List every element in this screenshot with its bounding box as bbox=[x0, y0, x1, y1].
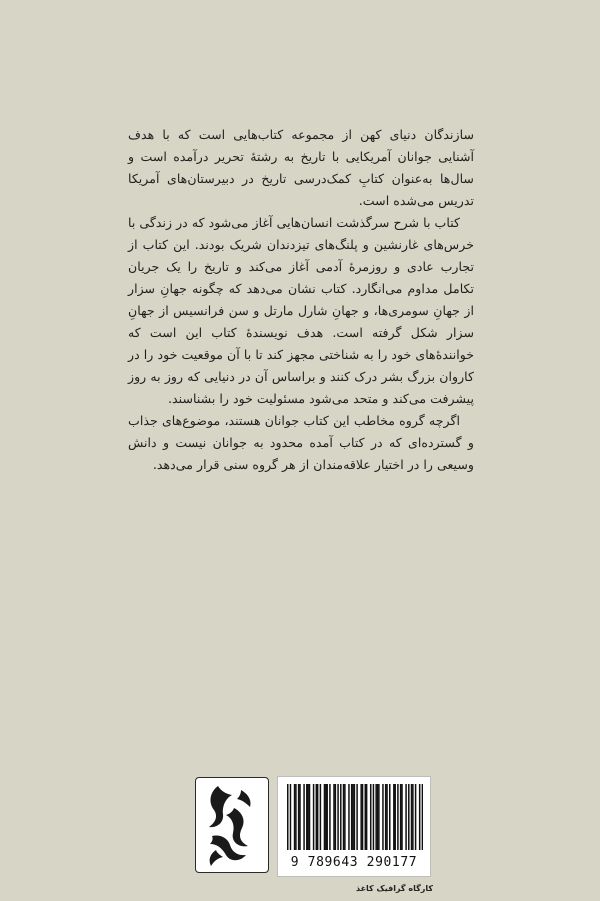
barcode-bar bbox=[362, 784, 364, 850]
barcode-bar bbox=[422, 784, 423, 850]
barcode-bar bbox=[329, 784, 331, 850]
barcode-bar bbox=[294, 784, 296, 850]
barcode-bar bbox=[356, 784, 358, 850]
barcode-bar bbox=[385, 784, 387, 850]
barcode-bar bbox=[375, 784, 377, 850]
barcode-bar bbox=[389, 784, 391, 850]
barcode-bar bbox=[360, 784, 362, 850]
barcode-bar bbox=[351, 784, 353, 850]
barcode-bar bbox=[317, 784, 319, 850]
barcode-bar bbox=[352, 784, 354, 850]
barcode-bar bbox=[394, 784, 396, 850]
barcode-bar bbox=[370, 784, 372, 850]
barcode-bar bbox=[290, 784, 292, 850]
publisher-logo bbox=[195, 777, 269, 873]
barcode-bar bbox=[309, 784, 311, 850]
barcode-bar bbox=[295, 784, 297, 850]
barcode-bar bbox=[316, 784, 318, 850]
barcode-bar bbox=[400, 784, 402, 850]
barcode-bar bbox=[333, 784, 335, 850]
barcode-bar bbox=[397, 784, 399, 850]
barcode-bar bbox=[298, 784, 300, 850]
isbn-number: 9 789643 290177 bbox=[290, 855, 418, 870]
blurb-paragraph-2: کتاب با شرح سرگذشت انسان‌هایی آغاز می‌شود که در زندگی با خرس‌های غارنشین و پلنگ‌های تیزدندان شریک بودند. این کتاب از تجارب عادی و روزمرهٔ آدمی آغاز می‌کند و تاریخ را یک جریان تکامل مداوم می‌انگارد. کتاب نشان می‌دهد که چگونه جهانِ سزار از جهانِ سومری‌ها، و جهانِ شارل مارتل و سن فرانسیس از جهانِ سزار شکل گرفته است. هدف نویسندهٔ کتاب این است که خوانندهٔ‌های خود را به شناختی مجهز کند تا با آن موقعیت خود را در کاروان بزرگ بشر درک کنند و براساس آن در دنیایی که روز به روز پیشرفت می‌کند و متحد می‌شود مسئولیت خود را بشناسند. bbox=[128, 215, 474, 406]
barcode-bar bbox=[303, 784, 305, 850]
barcode-bar bbox=[373, 784, 375, 850]
barcode-bar bbox=[405, 784, 407, 850]
barcode-bar bbox=[340, 784, 342, 850]
isbn-barcode bbox=[277, 776, 431, 877]
barcode-bar bbox=[344, 784, 346, 850]
barcode-bar bbox=[354, 784, 356, 850]
barcode-bar bbox=[348, 784, 350, 850]
printer-credit: کارگاه گرافیک کاغذ bbox=[355, 884, 433, 893]
barcode-bar bbox=[377, 784, 379, 850]
barcode-bar bbox=[320, 784, 322, 850]
barcode-bar bbox=[415, 784, 417, 850]
blurb-paragraph-1: سازندگان دنیای کهن از مجموعه کتاب‌هایی است که با هدف آشنایی جوانان آمریکایی با تاریخ به رشتهٔ تحریر درآمده است و سال‌ها به‌عنوان کتابِ کمک‌درسی تاریخ در دبیرستان‌های آمریکا تدریس می‌شده است. bbox=[128, 127, 474, 208]
barcode-bars bbox=[287, 784, 423, 850]
barcode-bar bbox=[335, 784, 337, 850]
barcode-bar bbox=[299, 784, 301, 850]
barcode-bar bbox=[412, 784, 414, 850]
barcode-bar bbox=[401, 784, 403, 850]
barcode-bar bbox=[419, 784, 421, 850]
back-cover-blurb bbox=[128, 124, 474, 476]
barcode-bar bbox=[365, 784, 367, 850]
barcode-bar bbox=[408, 784, 410, 850]
barcode-bar bbox=[306, 784, 308, 850]
barcode-bar bbox=[378, 784, 380, 850]
barcode-bar bbox=[324, 784, 326, 850]
publisher-logo-icon bbox=[196, 778, 267, 871]
barcode-bar bbox=[343, 784, 345, 850]
barcode-bar bbox=[411, 784, 413, 850]
barcode-bar bbox=[337, 784, 339, 850]
barcode-bar bbox=[325, 784, 327, 850]
barcode-bar bbox=[366, 784, 368, 850]
blurb-paragraph-3: اگرچه گروه مخاطب این کتاب جوانان هستند، موضوع‌های جذاب و گسترده‌ای که در کتاب آمده محدود به جوانان نیست و دانش وسیعی را در اختیار علاقه‌مندان از هر گروه سنی قرار می‌دهد. bbox=[128, 413, 474, 472]
barcode-bar bbox=[386, 784, 388, 850]
barcode-bar bbox=[382, 784, 384, 850]
barcode-bar bbox=[393, 784, 395, 850]
barcode-bar bbox=[326, 784, 328, 850]
barcode-bar bbox=[287, 784, 289, 850]
barcode-bar bbox=[307, 784, 309, 850]
barcode-bar bbox=[313, 784, 315, 850]
